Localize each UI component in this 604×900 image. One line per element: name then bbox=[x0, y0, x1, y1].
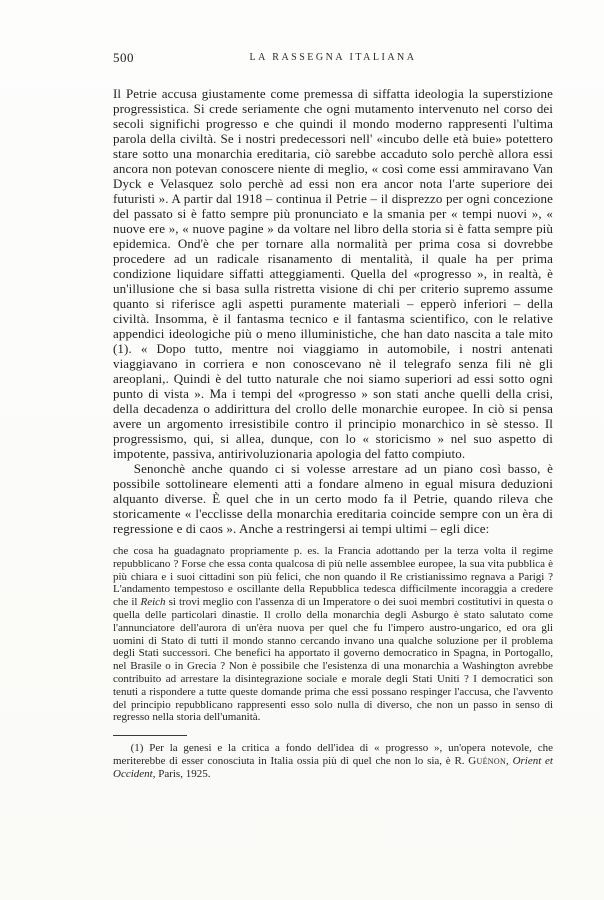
footnote-divider bbox=[113, 735, 187, 736]
footnote-publication: , Paris, 1925. bbox=[152, 767, 211, 780]
quote-reich-italic: Reich bbox=[140, 596, 166, 609]
page-number: 500 bbox=[113, 50, 134, 65]
page-content bbox=[113, 50, 553, 781]
main-text bbox=[113, 86, 553, 536]
paragraph-1: Il Petrie accusa giustamente come premessa di siffatta ideologia la superstizione progressistica. Si crede seriamente che ogni mutamento intervenuto nel corso dei secoli significhi progresso e che quindi il mondo moderno rappresenti l'ultima parola della civiltà. Se i nostri predecessori nell' «incubo delle età buie» potettero stare sotto una monarchia ereditaria, ciò sarebbe accaduto solo perchè allora essi ancora non potevan conoscere niente di meglio, « così come essi ammiravano Van Dyck e Velasquez solo perchè ad essi non era ancor nota l'arte superiore dei futuristi ». A partir dal 1918 – continua il Petrie – il disprezzo per ogni concezione del passato si è fatto sempre più pronunciato e la smania per « tempi nuovi », « nuove ere », « nuove pagine » da voltare nel libro della storia si è fatta sempre più epidemica. Ond'è che per tornare alla normalità per prima cosa si dovrebbe procedere ad un radicale risanamento di mentalità, il quale ha per prima condizione liquidare siffatti atteggiamenti. Quella del «progresso », in realtà, è un'illusione che si basa sulla ristretta visione di chi per criterio supremo assume quanto si riferisce agli aspetti puramente materiali – epperò inferiori – della civiltà. Insomma, è il fantasma tecnico e il fantasma scientifico, con le relative appendici ideologiche più o meno illuministiche, che han dato nascita a tale mito (1). « Dopo tutto, mentre noi viaggiamo in automobile, i nostri antenati viaggiavano in corriera e non conoscevano nè il telegrafo senza fili nè gli areoplani,. Quindi è del tutto naturale che noi siamo superiori ad essi sotto ogni punto di vista ». Ma i tempi del «progresso » son stati anche quelli della crisi, della decadenza o addirittura del crollo delle monarchie europee. In ciò si pensa avere un argomento irresistibile contro il principio monarchico in sè stesso. Il progressismo, qui, si allea, dunque, con lo « storicismo » nel suo aspetto di impotente, passiva, antirivoluzionaria apologia del fatto compiuto. bbox=[113, 86, 553, 461]
footnote bbox=[113, 742, 553, 780]
block-quote bbox=[113, 545, 553, 724]
footnote-text: (1) Per la genesi e la critica a fondo dell'idea di « progresso », un'opera notevole, che meriterebbe di esser conosciuta in Italia ossia più di quel che non lo sia, è R. bbox=[113, 742, 553, 767]
journal-title: LA RASSEGNA ITALIANA bbox=[249, 52, 417, 63]
quote-text-before-reich: che cosa ha guadagnato propriamente p. es. la Francia adottando per la terza volta il regime repubblicano ? Forse che essa conta qualcosa di più nelle assemblee europee, la sua vita pubblica è più chiara e i suoi cittadini son più felici, che non quando il Re cristianissimo regnava a Parigi ? L'andamento tempestoso e oscillante della Repubblica tedesca difficilmente incoraggia a credere che il bbox=[113, 545, 553, 609]
footnote-author: Guénon bbox=[468, 754, 507, 767]
page-header bbox=[113, 50, 553, 66]
quote-text-after-reich: si trovi meglio con l'assenza di un Imperatore o dei suoi membri costitutivi in questa o quella delle particolari dinastie. Il crollo della monarchia degli Asburgo è stato salutato come l'annunciatore dell'aurora di un'èra nuova per quel che fu l'impero austro-ungarico, ed ora gli uomini di Stato di tutti il mondo stanno cercando invano una qualche soluzione per il problema degli Stati successori. Che benefici ha apportato il governo democratico in Spagna, in Portogallo, nel Brasile o in Grecia ? Non è possibile che l'esistenza di una monarchia a Washington avrebbe contribuito ad arrestare la disintegrazione sociale e morale degli Stati Uniti ? I democratici son tenuti a rispondere a tutte queste domande prima che essi possano respinger l'accusa, che l'avvento del principio repubblicano rappresenti esso solo nulla di diverso, che non un passo in senso di regresso nella storia dell'umanità. bbox=[113, 596, 553, 724]
footnote-work-title: Orient et Occident bbox=[113, 754, 553, 780]
footnote-separator: , bbox=[506, 754, 513, 767]
paragraph-2: Senonchè anche quando ci si volesse arrestare ad un piano così basso, è possibile sottolineare elementi atti a fondare almeno in egual misura deduzioni alquanto diverse. È quel che in un certo modo fa il Petrie, quando rileva che storicamente « l'ecclisse della monarchia ereditaria coincide sempre con un èra di regressione e di caos ». Anche a restringersi ai tempi ultimi – egli dice: bbox=[113, 461, 553, 536]
